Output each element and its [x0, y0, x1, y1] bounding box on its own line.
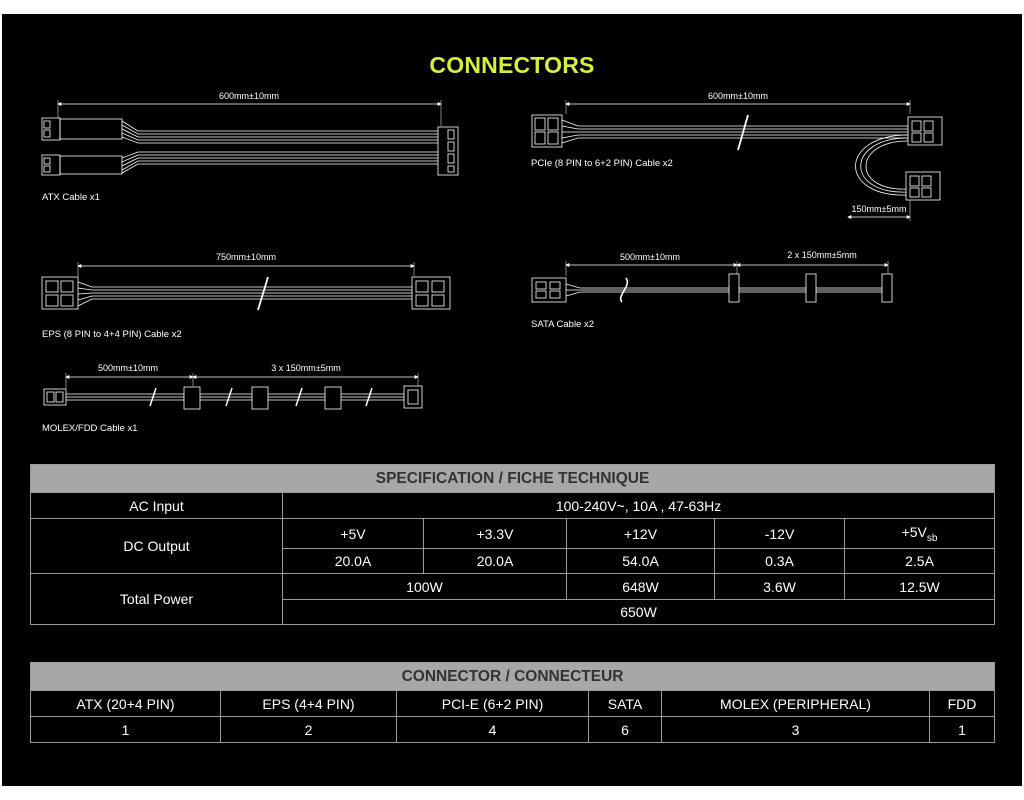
connector-count-atx: 1 — [31, 717, 221, 743]
eps-length-label: 750mm±10mm — [216, 252, 276, 262]
connector-name-sata: SATA — [589, 691, 662, 717]
rail-3v3: +3.3V — [424, 519, 567, 549]
total-power-label: Total Power — [31, 574, 283, 625]
pcie-branch-length-label: 150mm±5mm — [851, 204, 907, 214]
pcie-length-label: 600mm±10mm — [708, 91, 768, 101]
connector-count-molex: 3 — [662, 717, 930, 743]
molex-length-label: 500mm±10mm — [98, 363, 158, 373]
connector-count-sata: 6 — [589, 717, 662, 743]
power-12v: 648W — [567, 574, 715, 600]
connector-name-fdd: FDD — [930, 691, 995, 717]
connector-name-pcie: PCI-E (6+2 PIN) — [397, 691, 589, 717]
sata-length-label: 500mm±10mm — [620, 252, 680, 262]
connector-count-eps: 2 — [221, 717, 397, 743]
spec-table — [30, 464, 995, 625]
connector-count-fdd: 1 — [930, 717, 995, 743]
connector-count-pcie: 4 — [397, 717, 589, 743]
amps-5vsb: 2.5A — [845, 549, 995, 574]
atx-length-label: 600mm±10mm — [219, 91, 279, 101]
connector-table-header: CONNECTOR / CONNECTEUR — [31, 663, 995, 691]
power-total: 650W — [283, 600, 995, 625]
molex-cable-drawing — [44, 373, 422, 409]
connector-name-eps: EPS (4+4 PIN) — [221, 691, 397, 717]
amps-minus-12v: 0.3A — [715, 549, 845, 574]
pcie-cable-label: PCIe (8 PIN to 6+2 PIN) Cable x2 — [531, 158, 673, 169]
dc-output-label: DC Output — [31, 519, 283, 574]
eps-cable-label: EPS (8 PIN to 4+4 PIN) Cable x2 — [42, 329, 182, 340]
sata-cable-label: SATA Cable x2 — [531, 319, 595, 330]
page-title: CONNECTORS — [429, 52, 595, 78]
ac-input-label: AC Input — [31, 493, 283, 519]
power-combined-5v-3v3: 100W — [283, 574, 567, 600]
rail-5v: +5V — [283, 519, 424, 549]
connector-name-molex: MOLEX (PERIPHERAL) — [662, 691, 930, 717]
spec-table-header: SPECIFICATION / FICHE TECHNIQUE — [31, 465, 995, 493]
sata-cable-drawing — [532, 261, 892, 302]
atx-cable-label: ATX Cable x1 — [42, 192, 100, 203]
rail-5vsb — [845, 519, 995, 549]
molex-branch-length-label: 3 x 150mm±5mm — [271, 363, 341, 373]
amps-5v: 20.0A — [283, 549, 424, 574]
amps-12v: 54.0A — [567, 549, 715, 574]
atx-cable-drawing — [42, 100, 458, 175]
rail-5vsb-main: +5V — [901, 523, 927, 540]
rail-minus-12v: -12V — [715, 519, 845, 549]
connector-table — [30, 662, 995, 743]
eps-cable-drawing — [42, 262, 450, 310]
power-5vsb: 12.5W — [845, 574, 995, 600]
rail-12v: +12V — [567, 519, 715, 549]
molex-cable-label: MOLEX/FDD Cable x1 — [42, 423, 138, 434]
ac-input-value: 100-240V~, 10A , 47-63Hz — [283, 493, 995, 519]
rail-5vsb-subscript: sb — [926, 532, 938, 544]
connector-name-atx: ATX (20+4 PIN) — [31, 691, 221, 717]
sata-branch-length-label: 2 x 150mm±5mm — [787, 250, 857, 260]
amps-3v3: 20.0A — [424, 549, 567, 574]
power-minus-12v: 3.6W — [715, 574, 845, 600]
